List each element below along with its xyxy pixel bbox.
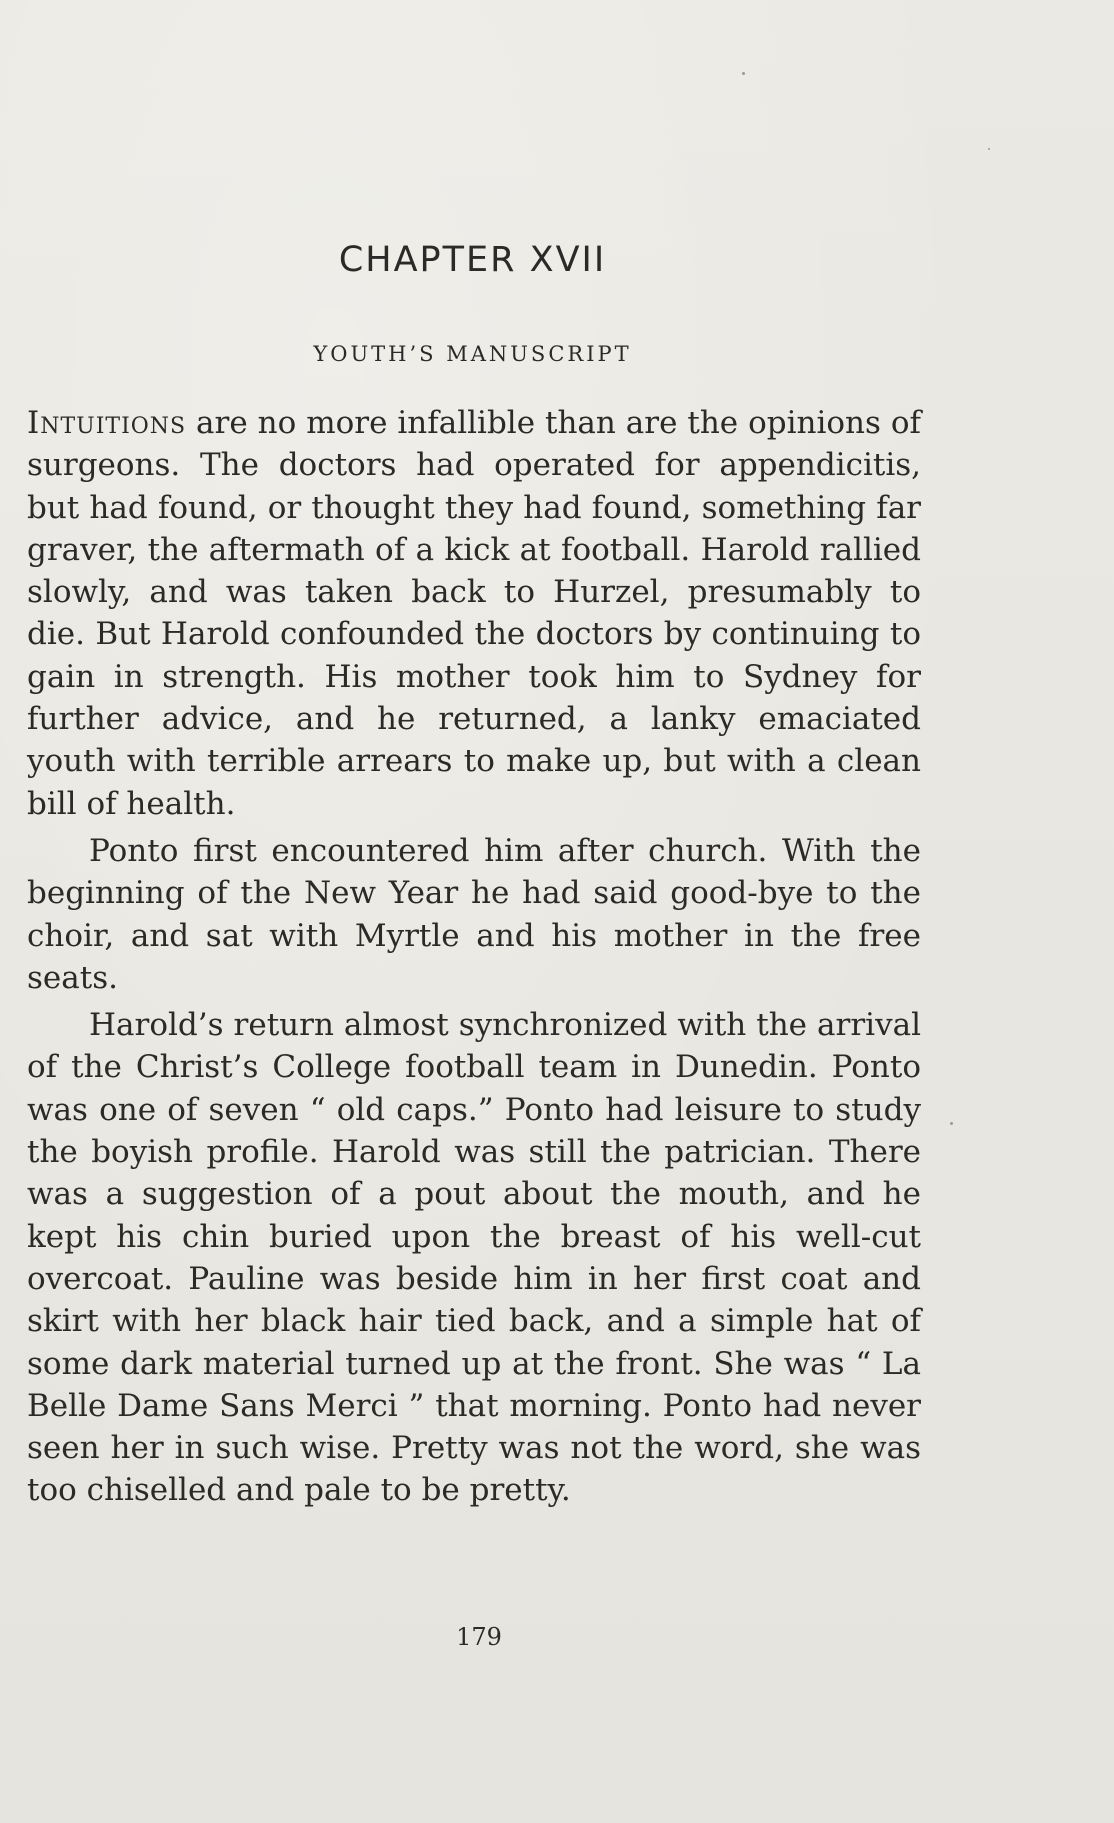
paragraph-1-lead: Intuitions — [27, 405, 187, 441]
paragraph-2: Ponto first encountered him after church. With the beginning of the New Year he had said good-bye to the choir, and sat with Myrtle and his mother in the free seats. — [27, 832, 921, 996]
paragraph-1 — [27, 402, 921, 825]
chapter-subtitle: YOUTH’S MANUSCRIPT — [313, 342, 632, 366]
paper-speck — [950, 1122, 953, 1125]
chapter-title: CHAPTER XVII — [338, 240, 607, 280]
paper-speck — [988, 148, 990, 150]
paragraph-3: Harold’s return almost synchronized with the arrival of the Christ’s College football team in Dunedin. Ponto was one of seven “ old caps.” Ponto had leisure to study the boyish profile. Harold was still the patrician. There was a suggestion of a pout about the mouth, and he kept his chin buried upon the breast of his well-cut overcoat. Pauline was beside him in her first coat and skirt with her black hair tied back, and a simple hat of some dark material turned up at the front. She was “ La Belle Dame Sans Merci ” that morning. Ponto had never seen her in such wise. Pretty was not the word, she was too chiselled and pale to be pretty. — [27, 1007, 921, 1509]
page-number: 179 — [456, 1623, 502, 1651]
chapter-body — [27, 402, 921, 1512]
paper-speck — [742, 72, 745, 75]
paragraph-1-text: are no more infallible than are the opinions of surgeons. The doctors had operated for appendicitis, but had found, or thought they had found, something far graver, the aftermath of a kick at football. Harold rallied slowly, and was taken back to Hurzel, presumably to die. But Harold confounded the doctors by continuing to gain in strength. His mother took him to Sydney for further advice, and he returned, a lanky emaciated youth with terrible arrears to make up, but with a clean bill of health. — [27, 405, 921, 822]
